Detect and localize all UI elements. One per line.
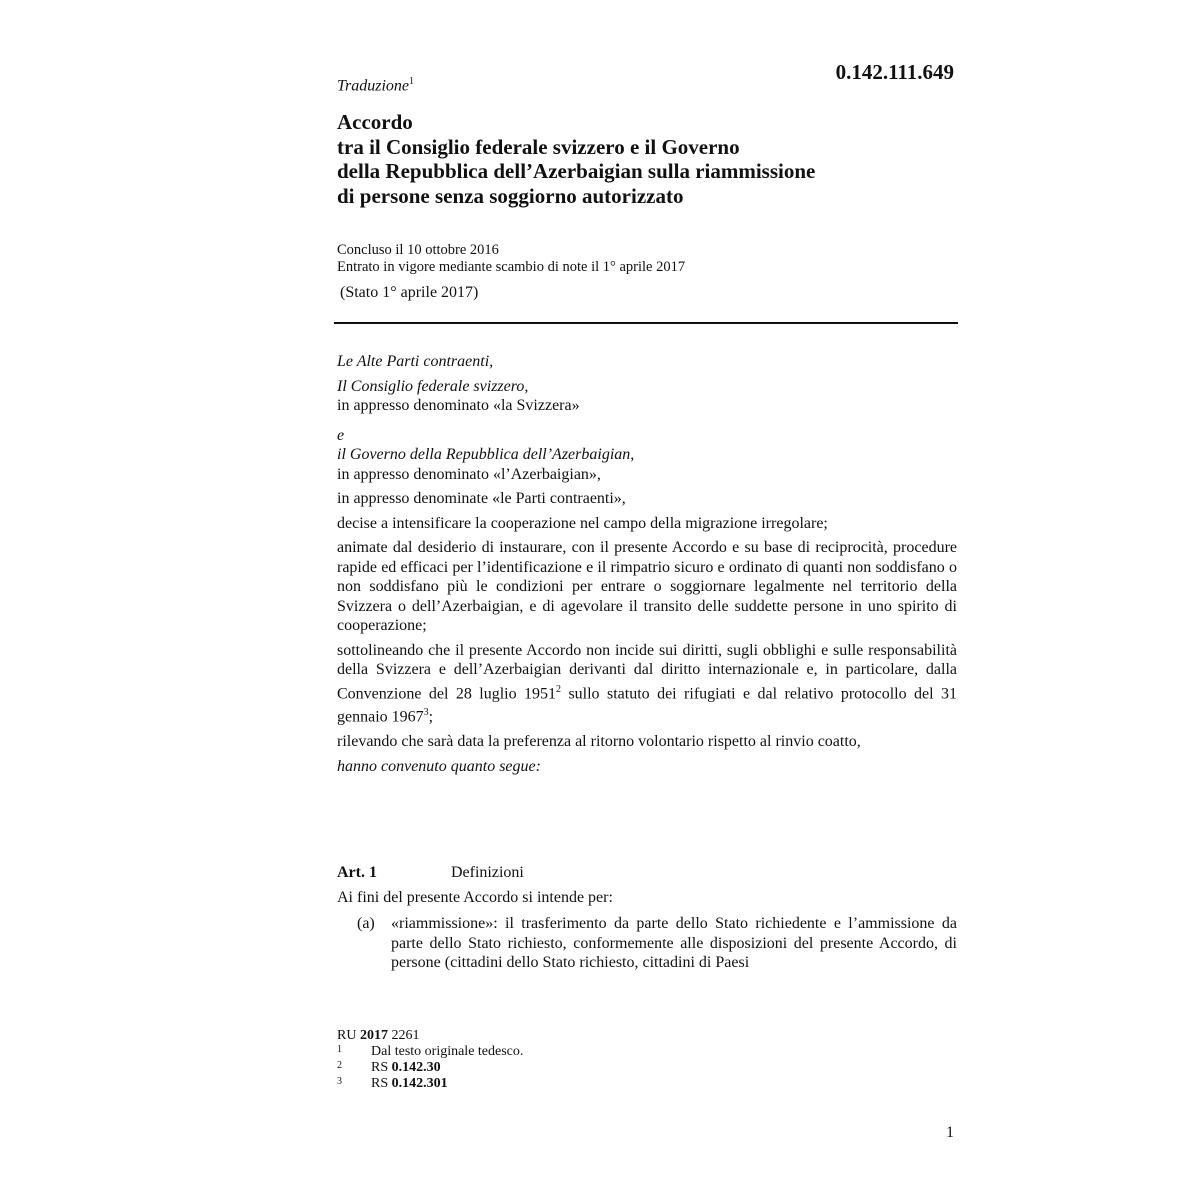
parties-heading: Le Alte Parti contraenti, [337, 353, 494, 370]
footnotes [337, 1028, 523, 1092]
article-intro: Ai fini del presente Accordo si intende per: [337, 888, 613, 906]
entry-into-force: Entrato in vigore mediante scambio di note il 1° aprile 2017 [337, 259, 686, 275]
article-1 [337, 863, 957, 973]
footnote-3 [337, 1076, 523, 1092]
translation-text: Traduzione [337, 77, 410, 95]
footnote-mark: 2 [337, 1060, 342, 1071]
ru-reference [337, 1028, 523, 1044]
item-text: «riammissione»: il trasferimento da parte dello Stato richiedente e l’ammissione da parte dello Stato richiesto, conformemente alle disposizioni del presente Accordo, di persone (cittadini dello Stato richiesto, cittadini di Paesi [391, 915, 957, 971]
conjunction: e [337, 426, 345, 444]
recital-2: animate dal desiderio di instaurare, con il presente Accordo e su base di reciprocità, procedure rapide ed efficaci per l’identificazione e il rimpatrio sicuro e ordinato di quanti non soddisfano o non soddisfano più le condizioni per entrare o soggiornare legalmente nel territorio della Svizzera o dell’Azerbaigian, e di agevolare il transito delle suddette persone in uno spirito di cooperazione; [337, 539, 957, 634]
title-line: tra il Consiglio federale svizzero e il Governo [337, 134, 740, 159]
recital-3-text: sottolineando che il presente Accordo non incide sui diritti, sugli obblighi e sulle responsabilità della Svizzera e dell’Azerbaigian derivanti dal diritto internazionale e, in particolare, dalla Convenzione del 28 luglio 1951 [337, 641, 957, 702]
page-number: 1 [946, 1124, 954, 1141]
party-2 [337, 426, 957, 485]
footnote-mark: 3 [337, 1076, 342, 1087]
title-line: della Repubblica dell’Azerbaigian sulla riammissione [337, 159, 816, 183]
footnote-2 [337, 1060, 523, 1076]
recital-3-text: ; [428, 708, 434, 726]
translation-label [337, 76, 414, 95]
sr-number: 0.142.111.649 [835, 60, 954, 84]
article-title: Definizioni [451, 864, 524, 881]
footnote-text: RS [371, 1076, 392, 1091]
concluded-date: Concluso il 10 ottobre 2016 [337, 242, 499, 258]
article-number: Art. 1 [337, 864, 377, 881]
ru-page: 2261 [387, 1028, 420, 1043]
footnote-bold: 0.142.30 [391, 1060, 441, 1075]
document-dates [337, 242, 685, 276]
recital-4: rilevando che sarà data la preferenza al ritorno volontario rispetto al rinvio coatto, [337, 733, 861, 751]
title-line: di persone senza soggiorno autorizzato [337, 183, 684, 208]
preamble [337, 352, 957, 781]
recital-1: decise a intensificare la cooperazione nel campo della migrazione irregolare; [337, 514, 828, 532]
header-divider [334, 322, 958, 324]
recital-3 [337, 641, 957, 728]
footnote-1 [337, 1044, 523, 1060]
document-status: (Stato 1° aprile 2017) [340, 284, 479, 301]
footnote-ref-1[interactable]: 1 [409, 76, 415, 87]
party-1-alias: in appresso denominato «la Svizzera» [337, 397, 580, 414]
party-1 [337, 377, 957, 416]
footnote-mark: 1 [337, 1044, 342, 1055]
joint-alias: in appresso denominate «le Parti contraenti», [337, 490, 626, 507]
footnote-ref-2[interactable]: 2 [556, 683, 562, 695]
footnote-ref-3[interactable]: 3 [423, 707, 429, 719]
ru-year: 2017 [359, 1028, 388, 1043]
document-title [337, 110, 957, 208]
footnote-text: RS [371, 1060, 392, 1075]
party-1-name: Il Consiglio federale svizzero, [337, 377, 529, 395]
recital-3-text: sullo statuto dei rifugiati e dal relativo protocollo del 31 gennaio 1967 [337, 684, 957, 726]
party-2-name: il Governo della Repubblica dell’Azerbaigian, [337, 446, 635, 463]
footnote-text: Dal testo originale tedesco. [371, 1044, 524, 1059]
party-2-alias: in appresso denominato «l’Azerbaigian», [337, 465, 601, 483]
ru-prefix: RU [337, 1028, 360, 1043]
definition-item [337, 914, 957, 973]
item-label: (a) [357, 915, 375, 932]
agreed-clause: hanno convenuto quanto segue: [337, 757, 541, 775]
title-line: Accordo [337, 110, 413, 134]
footnote-bold: 0.142.301 [391, 1076, 448, 1091]
article-heading [337, 863, 957, 883]
